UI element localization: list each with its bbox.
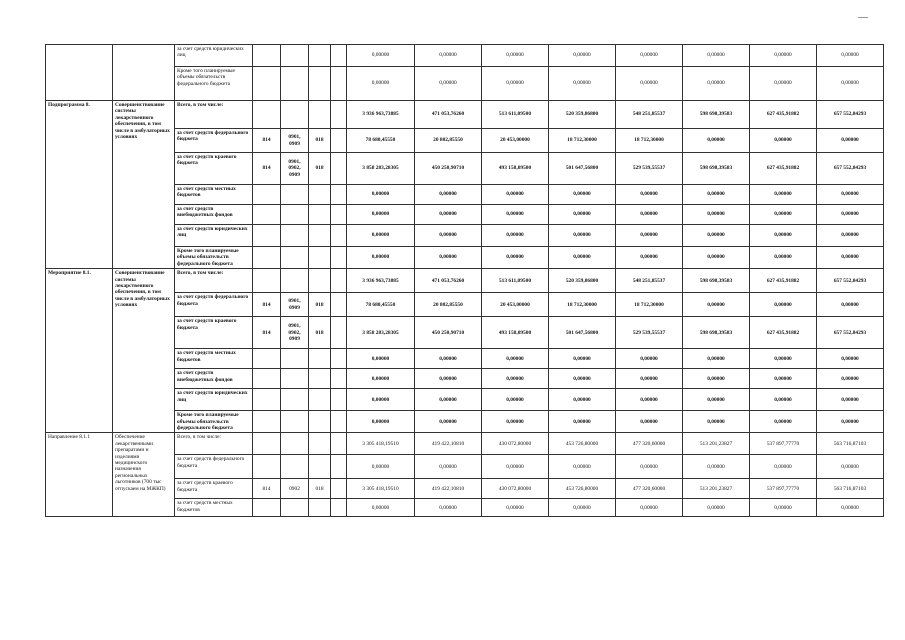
csr-code-cell: 018 (309, 129, 331, 153)
amount-cell: 501 647,56800 (549, 153, 616, 185)
grbs-code-cell (253, 369, 281, 389)
amount-cell: 20 802,85550 (415, 293, 482, 317)
source-description-cell: за счет средств юридических лиц (175, 225, 253, 247)
amount-cell: 0,00000 (750, 293, 817, 317)
amount-cell: 0,00000 (817, 45, 884, 67)
amount-cell: 493 158,09500 (482, 317, 549, 349)
source-description-cell: за счет средств краевого бюджета (175, 317, 253, 349)
amount-cell: 0,00000 (549, 411, 616, 433)
amount-cell: 0,00000 (347, 499, 415, 517)
amount-cell: 0,00000 (817, 293, 884, 317)
amount-cell: 0,00000 (482, 455, 549, 479)
program-title-cell: Совершенствование системы лекарственного обеспечения, в том числе в амбулаторных условиях (113, 269, 175, 433)
grbs-code-cell (253, 389, 281, 411)
vr-code-cell (331, 269, 347, 293)
amount-cell: 627 435,91882 (750, 269, 817, 293)
source-description-cell: за счет средств краевого бюджета (175, 153, 253, 185)
rzpr-code-cell: 0902 (281, 479, 309, 499)
amount-cell: 598 698,39583 (683, 269, 750, 293)
amount-cell: 0,00000 (482, 389, 549, 411)
csr-code-cell (309, 499, 331, 517)
amount-cell: 548 251,85537 (616, 101, 683, 129)
source-description-cell: за счет средств местных бюджетов (175, 499, 253, 517)
amount-cell: 0,00000 (347, 349, 415, 369)
rzpr-code-cell (281, 101, 309, 129)
amount-cell: 0,00000 (549, 247, 616, 269)
amount-cell: 657 552,84293 (817, 153, 884, 185)
amount-cell: 0,00000 (683, 67, 750, 101)
vr-code-cell (331, 293, 347, 317)
amount-cell: 0,00000 (415, 205, 482, 225)
grbs-code-cell: 814 (253, 317, 281, 349)
source-description-cell: Всего, в том числе: (175, 101, 253, 129)
amount-cell: 0,00000 (415, 389, 482, 411)
amount-cell: 0,00000 (616, 225, 683, 247)
source-description-cell: Кроме того планируемые объемы обязательств федерального бюджета (175, 247, 253, 269)
amount-cell: 513 201,23827 (683, 433, 750, 455)
amount-cell: 520 359,86800 (549, 101, 616, 129)
amount-cell: 0,00000 (347, 45, 415, 67)
amount-cell: 0,00000 (817, 67, 884, 101)
amount-cell: 627 435,91882 (750, 317, 817, 349)
grbs-code-cell: 814 (253, 153, 281, 185)
amount-cell: 657 552,84293 (817, 269, 884, 293)
vr-code-cell (331, 369, 347, 389)
amount-cell: 0,00000 (683, 225, 750, 247)
amount-cell: 20 453,00000 (482, 293, 549, 317)
amount-cell: 598 698,39583 (683, 317, 750, 349)
csr-code-cell (309, 247, 331, 269)
rzpr-code-cell (281, 247, 309, 269)
amount-cell: 18 712,30000 (616, 129, 683, 153)
amount-cell: 537 897,77770 (750, 433, 817, 455)
amount-cell: 0,00000 (616, 499, 683, 517)
amount-cell: 0,00000 (415, 45, 482, 67)
amount-cell: 0,00000 (750, 205, 817, 225)
amount-cell: 0,00000 (817, 247, 884, 269)
rzpr-code-cell: 0901, 0902, 0909 (281, 153, 309, 185)
amount-cell: 471 053,76260 (415, 101, 482, 129)
amount-cell: 0,00000 (549, 369, 616, 389)
grbs-code-cell: 814 (253, 479, 281, 499)
grbs-code-cell (253, 101, 281, 129)
amount-cell: 0,00000 (482, 67, 549, 101)
vr-code-cell (331, 433, 347, 455)
amount-cell: 0,00000 (549, 389, 616, 411)
amount-cell: 0,00000 (817, 225, 884, 247)
amount-cell: 513 201,23827 (683, 479, 750, 499)
program-title-cell: Совершенствование системы лекарственного обеспечения, в том числе в амбулаторных условиях (113, 101, 175, 269)
amount-cell: 20 453,00000 (482, 129, 549, 153)
vr-code-cell (331, 389, 347, 411)
csr-code-cell (309, 101, 331, 129)
grbs-code-cell (253, 45, 281, 67)
grbs-code-cell (253, 455, 281, 479)
vr-code-cell (331, 247, 347, 269)
amount-cell: 0,00000 (482, 369, 549, 389)
vr-code-cell (331, 499, 347, 517)
amount-cell: 0,00000 (817, 349, 884, 369)
amount-cell: 0,00000 (750, 411, 817, 433)
csr-code-cell (309, 185, 331, 205)
csr-code-cell (309, 67, 331, 101)
amount-cell: 0,00000 (415, 455, 482, 479)
amount-cell: 3 936 963,73885 (347, 101, 415, 129)
amount-cell: 0,00000 (750, 247, 817, 269)
vr-code-cell (331, 101, 347, 129)
source-description-cell: за счет средств юридических лиц (175, 389, 253, 411)
amount-cell: 477 320,60000 (616, 479, 683, 499)
amount-cell: 0,00000 (616, 369, 683, 389)
grbs-code-cell: 814 (253, 293, 281, 317)
source-description-cell: за счет средств федерального бюджета (175, 129, 253, 153)
rzpr-code-cell (281, 45, 309, 67)
amount-cell: 548 251,85537 (616, 269, 683, 293)
amount-cell: 0,00000 (817, 455, 884, 479)
amount-cell: 0,00000 (750, 67, 817, 101)
amount-cell: 0,00000 (750, 225, 817, 247)
amount-cell: 0,00000 (817, 389, 884, 411)
amount-cell: 0,00000 (750, 129, 817, 153)
source-description-cell: за счет средств внебюджетных фондов (175, 369, 253, 389)
amount-cell: 657 552,84293 (817, 317, 884, 349)
grbs-code-cell (253, 185, 281, 205)
amount-cell: 0,00000 (415, 185, 482, 205)
amount-cell: 0,00000 (549, 185, 616, 205)
grbs-code-cell (253, 247, 281, 269)
rzpr-code-cell (281, 225, 309, 247)
grbs-code-cell (253, 205, 281, 225)
source-description-cell: за счет средств краевого бюджета (175, 479, 253, 499)
amount-cell: 657 552,84293 (817, 101, 884, 129)
amount-cell: 419 422,10810 (415, 479, 482, 499)
amount-cell: 0,00000 (683, 411, 750, 433)
csr-code-cell: 018 (309, 317, 331, 349)
budget-allocation-table (45, 44, 884, 517)
grbs-code-cell (253, 225, 281, 247)
amount-cell: 627 435,91882 (750, 153, 817, 185)
amount-cell: 0,00000 (482, 349, 549, 369)
amount-cell: 0,00000 (683, 129, 750, 153)
csr-code-cell (309, 411, 331, 433)
amount-cell: 0,00000 (347, 389, 415, 411)
amount-cell: 520 359,86800 (549, 269, 616, 293)
amount-cell: 450 250,90710 (415, 153, 482, 185)
amount-cell: 0,00000 (750, 499, 817, 517)
amount-cell: 0,00000 (683, 247, 750, 269)
amount-cell: 0,00000 (415, 67, 482, 101)
csr-code-cell (309, 45, 331, 67)
amount-cell: 0,00000 (616, 389, 683, 411)
amount-cell: 0,00000 (750, 455, 817, 479)
csr-code-cell (309, 269, 331, 293)
table-row (46, 269, 884, 293)
amount-cell: 0,00000 (347, 369, 415, 389)
amount-cell: 0,00000 (482, 499, 549, 517)
rzpr-code-cell (281, 411, 309, 433)
program-name-cell (46, 45, 113, 101)
source-description-cell: за счет средств внебюджетных фондов (175, 205, 253, 225)
amount-cell: 513 611,09500 (482, 101, 549, 129)
amount-cell: 0,00000 (549, 205, 616, 225)
grbs-code-cell (253, 433, 281, 455)
vr-code-cell (331, 349, 347, 369)
amount-cell: 0,00000 (415, 411, 482, 433)
source-description-cell: Всего, в том числе: (175, 269, 253, 293)
amount-cell: 0,00000 (415, 225, 482, 247)
amount-cell: 3 305 418,19510 (347, 433, 415, 455)
vr-code-cell (331, 411, 347, 433)
rzpr-code-cell: 0901, 0902, 0909 (281, 317, 309, 349)
amount-cell: 0,00000 (683, 499, 750, 517)
csr-code-cell: 018 (309, 479, 331, 499)
source-description-cell: Кроме того планируемые объемы обязательств федерального бюджета (175, 67, 253, 101)
vr-code-cell (331, 455, 347, 479)
amount-cell: 0,00000 (549, 499, 616, 517)
amount-cell: 20 802,85550 (415, 129, 482, 153)
amount-cell: 430 072,80000 (482, 433, 549, 455)
amount-cell: 529 539,55537 (616, 153, 683, 185)
amount-cell: 0,00000 (616, 247, 683, 269)
amount-cell: 0,00000 (683, 45, 750, 67)
source-description-cell: Кроме того планируемые объемы обязательств федерального бюджета (175, 411, 253, 433)
program-name-cell: Направление 8.1.1 (46, 433, 113, 517)
amount-cell: 0,00000 (750, 369, 817, 389)
amount-cell: 0,00000 (750, 45, 817, 67)
amount-cell: 0,00000 (347, 205, 415, 225)
vr-code-cell (331, 225, 347, 247)
amount-cell: 0,00000 (616, 185, 683, 205)
amount-cell: 0,00000 (616, 455, 683, 479)
amount-cell: 0,00000 (683, 293, 750, 317)
amount-cell: 18 712,30000 (549, 129, 616, 153)
csr-code-cell: 018 (309, 293, 331, 317)
amount-cell: 0,00000 (683, 455, 750, 479)
amount-cell: 501 647,56800 (549, 317, 616, 349)
amount-cell: 18 712,30000 (616, 293, 683, 317)
amount-cell: 0,00000 (549, 349, 616, 369)
amount-cell: 0,00000 (616, 411, 683, 433)
program-name-cell: Подпрограмма 8. (46, 101, 113, 269)
source-description-cell: за счет средств юридических лиц (175, 45, 253, 67)
amount-cell: 0,00000 (616, 45, 683, 67)
csr-code-cell (309, 389, 331, 411)
amount-cell: 477 320,60000 (616, 433, 683, 455)
csr-code-cell (309, 349, 331, 369)
budget-table-sheet (45, 44, 883, 517)
amount-cell: 0,00000 (817, 369, 884, 389)
amount-cell: 78 680,45550 (347, 129, 415, 153)
csr-code-cell (309, 369, 331, 389)
amount-cell: 0,00000 (347, 225, 415, 247)
source-description-cell: за счет средств федерального бюджета (175, 293, 253, 317)
amount-cell: 0,00000 (482, 205, 549, 225)
page-corner-mark (858, 17, 868, 18)
amount-cell: 0,00000 (415, 369, 482, 389)
amount-cell: 0,00000 (549, 225, 616, 247)
grbs-code-cell (253, 499, 281, 517)
program-title-cell (113, 45, 175, 101)
vr-code-cell (331, 479, 347, 499)
vr-code-cell (331, 317, 347, 349)
grbs-code-cell: 814 (253, 129, 281, 153)
csr-code-cell: 018 (309, 153, 331, 185)
csr-code-cell (309, 225, 331, 247)
amount-cell: 598 698,39583 (683, 153, 750, 185)
amount-cell: 0,00000 (482, 411, 549, 433)
amount-cell: 0,00000 (817, 205, 884, 225)
amount-cell: 493 158,09500 (482, 153, 549, 185)
rzpr-code-cell (281, 455, 309, 479)
amount-cell: 0,00000 (482, 45, 549, 67)
table-row (46, 45, 884, 67)
amount-cell: 0,00000 (482, 247, 549, 269)
amount-cell: 430 072,80000 (482, 479, 549, 499)
amount-cell: 0,00000 (616, 349, 683, 369)
program-title-cell: Обеспечение лекарственными препаратами и изделиями медицинского назначения региональных льготников (700 тыс отпускаем на МЖКП) (113, 433, 175, 517)
amount-cell: 0,00000 (616, 67, 683, 101)
rzpr-code-cell (281, 499, 309, 517)
amount-cell: 0,00000 (415, 247, 482, 269)
amount-cell: 0,00000 (415, 499, 482, 517)
amount-cell: 563 716,87103 (817, 433, 884, 455)
amount-cell: 598 698,39583 (683, 101, 750, 129)
amount-cell: 3 936 963,73885 (347, 269, 415, 293)
amount-cell: 0,00000 (347, 455, 415, 479)
program-name-cell: Мероприятие 8.1. (46, 269, 113, 433)
source-description-cell: за счет средств местных бюджетов (175, 349, 253, 369)
source-description-cell: за счет средств федерального бюджета (175, 455, 253, 479)
amount-cell: 0,00000 (347, 67, 415, 101)
amount-cell: 0,00000 (817, 185, 884, 205)
csr-code-cell (309, 455, 331, 479)
amount-cell: 0,00000 (347, 411, 415, 433)
amount-cell: 18 712,30000 (549, 293, 616, 317)
table-row (46, 433, 884, 455)
amount-cell: 0,00000 (415, 349, 482, 369)
vr-code-cell (331, 129, 347, 153)
rzpr-code-cell (281, 67, 309, 101)
amount-cell: 0,00000 (817, 499, 884, 517)
source-description-cell: Всего, в том числе: (175, 433, 253, 455)
vr-code-cell (331, 153, 347, 185)
rzpr-code-cell (281, 349, 309, 369)
csr-code-cell (309, 205, 331, 225)
amount-cell: 78 680,45550 (347, 293, 415, 317)
amount-cell: 0,00000 (683, 205, 750, 225)
amount-cell: 0,00000 (817, 129, 884, 153)
amount-cell: 0,00000 (683, 389, 750, 411)
amount-cell: 537 897,77770 (750, 479, 817, 499)
amount-cell: 0,00000 (817, 411, 884, 433)
amount-cell: 0,00000 (549, 67, 616, 101)
amount-cell: 0,00000 (482, 185, 549, 205)
amount-cell: 0,00000 (683, 369, 750, 389)
amount-cell: 453 726,80000 (549, 479, 616, 499)
amount-cell: 3 305 418,19510 (347, 479, 415, 499)
amount-cell: 0,00000 (750, 185, 817, 205)
rzpr-code-cell: 0901, 0909 (281, 129, 309, 153)
rzpr-code-cell (281, 389, 309, 411)
vr-code-cell (331, 45, 347, 67)
rzpr-code-cell (281, 369, 309, 389)
rzpr-code-cell (281, 433, 309, 455)
grbs-code-cell (253, 349, 281, 369)
amount-cell: 0,00000 (482, 225, 549, 247)
vr-code-cell (331, 185, 347, 205)
grbs-code-cell (253, 411, 281, 433)
amount-cell: 0,00000 (549, 45, 616, 67)
table-row (46, 101, 884, 129)
amount-cell: 513 611,09500 (482, 269, 549, 293)
amount-cell: 0,00000 (683, 349, 750, 369)
vr-code-cell (331, 205, 347, 225)
rzpr-code-cell (281, 185, 309, 205)
amount-cell: 471 053,76260 (415, 269, 482, 293)
amount-cell: 0,00000 (683, 185, 750, 205)
amount-cell: 3 858 283,28305 (347, 153, 415, 185)
csr-code-cell (309, 433, 331, 455)
grbs-code-cell (253, 269, 281, 293)
amount-cell: 0,00000 (347, 185, 415, 205)
amount-cell: 0,00000 (347, 247, 415, 269)
amount-cell: 453 726,80000 (549, 433, 616, 455)
amount-cell: 0,00000 (616, 205, 683, 225)
amount-cell: 450 250,90710 (415, 317, 482, 349)
rzpr-code-cell: 0901, 0909 (281, 293, 309, 317)
amount-cell: 3 858 283,28305 (347, 317, 415, 349)
rzpr-code-cell (281, 269, 309, 293)
amount-cell: 0,00000 (750, 389, 817, 411)
amount-cell: 627 435,91882 (750, 101, 817, 129)
rzpr-code-cell (281, 205, 309, 225)
source-description-cell: за счет средств местных бюджетов (175, 185, 253, 205)
vr-code-cell (331, 67, 347, 101)
amount-cell: 529 539,55537 (616, 317, 683, 349)
grbs-code-cell (253, 67, 281, 101)
amount-cell: 0,00000 (750, 349, 817, 369)
amount-cell: 0,00000 (549, 455, 616, 479)
amount-cell: 419 422,10810 (415, 433, 482, 455)
amount-cell: 563 716,87103 (817, 479, 884, 499)
